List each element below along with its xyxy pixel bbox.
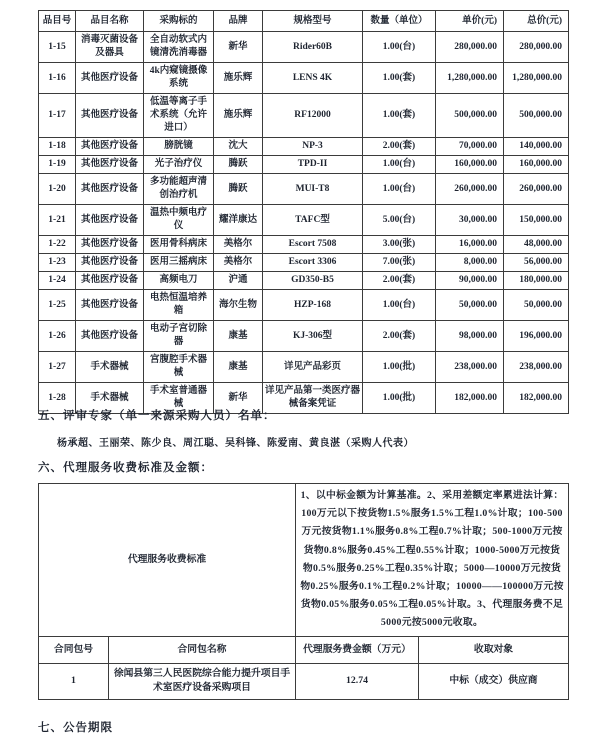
items-table-cell: 50,000.00 [504,290,569,321]
items-table-cell: 260,000.00 [436,174,504,205]
items-table-cell: 腾跃 [214,174,263,205]
items-table-row [39,272,569,290]
fee-standard-row [39,484,569,637]
section7-heading: 七、公告期限 [38,722,113,734]
items-table-cell: 多功能超声清创治疗机 [144,174,214,205]
items-table-cell: 医用三摇病床 [144,254,214,272]
items-table-cell: RF12000 [263,94,363,138]
items-table-cell: 1-16 [39,63,76,94]
items-table-cell: 1-25 [39,290,76,321]
items-table-cell: 电动子宫切除器 [144,321,214,352]
items-table-cell: 1-20 [39,174,76,205]
items-table-cell: 1-15 [39,32,76,63]
items-table-row [39,32,569,63]
items-table-cell: 手术器械 [76,383,144,414]
section6-heading: 六、代理服务收费标准及金额： [38,462,213,474]
items-table-cell: 56,000.00 [504,254,569,272]
contract-column-header: 合同包号 [39,636,109,663]
items-table-cell: 宫腹腔手术器械 [144,352,214,383]
items-column-header: 品目名称 [76,11,144,32]
items-table-cell: 196,000.00 [504,321,569,352]
items-table-cell: 1.00(台) [363,32,436,63]
items-table-cell: 280,000.00 [436,32,504,63]
items-table-cell: 182,000.00 [504,383,569,414]
items-table-body [39,32,569,414]
items-table-cell: 1.00(台) [363,174,436,205]
items-table-cell: 其他医疗设备 [76,174,144,205]
contract-table-row [39,663,569,699]
items-table-cell: 其他医疗设备 [76,321,144,352]
items-table-cell: 消毒灭菌设备及器具 [76,32,144,63]
items-table-cell: 70,000.00 [436,138,504,156]
items-table-row [39,236,569,254]
items-table-cell: 光子治疗仪 [144,156,214,174]
items-table-cell: 150,000.00 [504,205,569,236]
items-table-cell: 耀洋康达 [214,205,263,236]
items-table-cell: 16,000.00 [436,236,504,254]
items-table-cell: 7.00(张) [363,254,436,272]
contract-table-cell: 12.74 [296,663,419,699]
items-table-cell: 98,000.00 [436,321,504,352]
items-table-row [39,254,569,272]
contract-table-cell: 中标（成交）供应商 [419,663,569,699]
items-table-cell: 1-21 [39,205,76,236]
items-table-cell: 沈大 [214,138,263,156]
items-table-cell: 手术室普通器械 [144,383,214,414]
items-table-cell: 2.00(套) [363,138,436,156]
items-column-header: 规格型号 [263,11,363,32]
items-table-cell: TAFC型 [263,205,363,236]
items-table-cell: 160,000.00 [504,156,569,174]
items-table-cell: 1.00(台) [363,290,436,321]
items-table-cell: 新华 [214,383,263,414]
items-table-cell: 电热恒温培养箱 [144,290,214,321]
items-table-cell: 手术器械 [76,352,144,383]
items-table-cell: 低温等离子手术系统（允许进口） [144,94,214,138]
items-table-cell: 160,000.00 [436,156,504,174]
items-table-cell: 施乐辉 [214,94,263,138]
items-table-cell: 5.00(台) [363,205,436,236]
items-table-cell: 其他医疗设备 [76,272,144,290]
contract-column-header: 收取对象 [419,636,569,663]
items-table-cell: 1.00(套) [363,94,436,138]
items-table-cell: 182,000.00 [436,383,504,414]
items-table-cell: TPD-II [263,156,363,174]
items-table-cell: 1.00(套) [363,63,436,94]
items-table-cell: 其他医疗设备 [76,290,144,321]
items-table-cell: 1-19 [39,156,76,174]
items-table-row [39,138,569,156]
items-table-cell: 沪通 [214,272,263,290]
items-table-cell: NP-3 [263,138,363,156]
items-table-cell: 1-28 [39,383,76,414]
items-table-cell: 50,000.00 [436,290,504,321]
items-table [38,10,569,414]
contract-table-header-row [39,636,569,663]
items-table-cell: 260,000.00 [504,174,569,205]
items-table-row [39,290,569,321]
items-table-cell: 其他医疗设备 [76,94,144,138]
items-table-cell: HZP-168 [263,290,363,321]
items-table-cell: 1,280,000.00 [436,63,504,94]
section5-heading: 五、评审专家（单一来源采购人员）名单： [38,410,276,422]
items-table-cell: 医用骨科病床 [144,236,214,254]
items-table-cell: LENS 4K [263,63,363,94]
items-table-cell: Escort 3306 [263,254,363,272]
experts-list: 杨承超、王丽荣、陈少良、周江聪、吴科锋、陈爱南、黄良湛（采购人代表） [57,438,414,449]
items-table-cell: 康基 [214,352,263,383]
items-table-cell: 其他医疗设备 [76,138,144,156]
fee-standard-text: 1、以中标金额为计算基准。2、采用差额定率累进法计算：100万元以下按货物1.5%服务1.5%工程1.0%计取；100-500万元按货物1.1%服务0.8%工程0.7%计取；500-1000万元按货物0.8%服务0.45%工程0.55%计取；1000-5000万元按货物0.5%服务0.25%工程0.35%计取；5000—10000万元按货物0.25%服务0.1%工程0.2%计取；10000——100000万元按货物0.05%服务0.05%工程0.05%计取。3、代理服务费不足5000元按5000元收取。 [296,484,569,637]
items-table-cell: GD350-B5 [263,272,363,290]
items-column-header: 品目号 [39,11,76,32]
items-table-cell: 140,000.00 [504,138,569,156]
items-table-cell: 1-23 [39,254,76,272]
items-table-cell: 500,000.00 [436,94,504,138]
items-table-cell: 500,000.00 [504,94,569,138]
items-table-cell: 其他医疗设备 [76,254,144,272]
items-table-cell: 1-17 [39,94,76,138]
items-table-cell: 1,280,000.00 [504,63,569,94]
fee-standard-label: 代理服务收费标准 [39,484,296,637]
items-table-cell: 施乐辉 [214,63,263,94]
contract-table-body [39,663,569,699]
items-table-cell: 1-18 [39,138,76,156]
items-table-row [39,156,569,174]
items-column-header: 单价(元) [436,11,504,32]
items-table-cell: 2.00(套) [363,272,436,290]
agency-fee-table [38,483,569,700]
contract-table-cell: 徐闻县第三人民医院综合能力提升项目手术室医疗设备采购项目 [109,663,296,699]
items-table-row [39,321,569,352]
items-table-cell: 其他医疗设备 [76,63,144,94]
contract-table-cell: 1 [39,663,109,699]
items-table-cell: 高频电刀 [144,272,214,290]
items-table-row [39,63,569,94]
items-table-cell: 1-27 [39,352,76,383]
items-table-cell: 1.00(台) [363,156,436,174]
items-table-cell: 温热中频电疗仪 [144,205,214,236]
items-column-header: 总价(元) [504,11,569,32]
items-table-cell: 新华 [214,32,263,63]
items-table-row [39,94,569,138]
items-table-cell: 8,000.00 [436,254,504,272]
items-table-cell: 详见产品彩页 [263,352,363,383]
items-table-cell: 1.00(批) [363,352,436,383]
items-table-cell: 2.00(套) [363,321,436,352]
items-table-cell: 美格尔 [214,236,263,254]
items-table-cell: 238,000.00 [504,352,569,383]
items-table-row [39,352,569,383]
contract-column-header: 代理服务费金额（万元） [296,636,419,663]
items-table-cell: 30,000.00 [436,205,504,236]
items-table-cell: 膀胱镜 [144,138,214,156]
items-column-header: 品牌 [214,11,263,32]
items-table-cell: 其他医疗设备 [76,236,144,254]
items-table-cell: Escort 7508 [263,236,363,254]
items-table-cell: 1.00(批) [363,383,436,414]
contract-column-header: 合同包名称 [109,636,296,663]
items-table-cell: 全自动软式内镜清洗消毒器 [144,32,214,63]
items-table-cell: 48,000.00 [504,236,569,254]
items-table-row [39,205,569,236]
items-table-cell: 详见产品第一类医疗器械备案凭证 [263,383,363,414]
items-column-header: 数量（单位） [363,11,436,32]
items-table-cell: 3.00(张) [363,236,436,254]
items-table-cell: MUI-T8 [263,174,363,205]
items-table-cell: 康基 [214,321,263,352]
items-table-cell: 1-26 [39,321,76,352]
items-table-cell: 腾跃 [214,156,263,174]
items-table-cell: 美格尔 [214,254,263,272]
items-table-cell: 280,000.00 [504,32,569,63]
items-table-cell: 238,000.00 [436,352,504,383]
items-table-cell: 90,000.00 [436,272,504,290]
items-table-cell: 4k内窥镜摄像系统 [144,63,214,94]
items-table-cell: 海尔生物 [214,290,263,321]
items-table-cell: 其他医疗设备 [76,205,144,236]
items-table-cell: 180,000.00 [504,272,569,290]
items-table-cell: Rider60B [263,32,363,63]
items-table-header-row [39,11,569,32]
items-table-row [39,174,569,205]
items-table-cell: 1-24 [39,272,76,290]
items-table-cell: 其他医疗设备 [76,156,144,174]
items-column-header: 采购标的 [144,11,214,32]
items-table-cell: KJ-306型 [263,321,363,352]
items-table-cell: 1-22 [39,236,76,254]
